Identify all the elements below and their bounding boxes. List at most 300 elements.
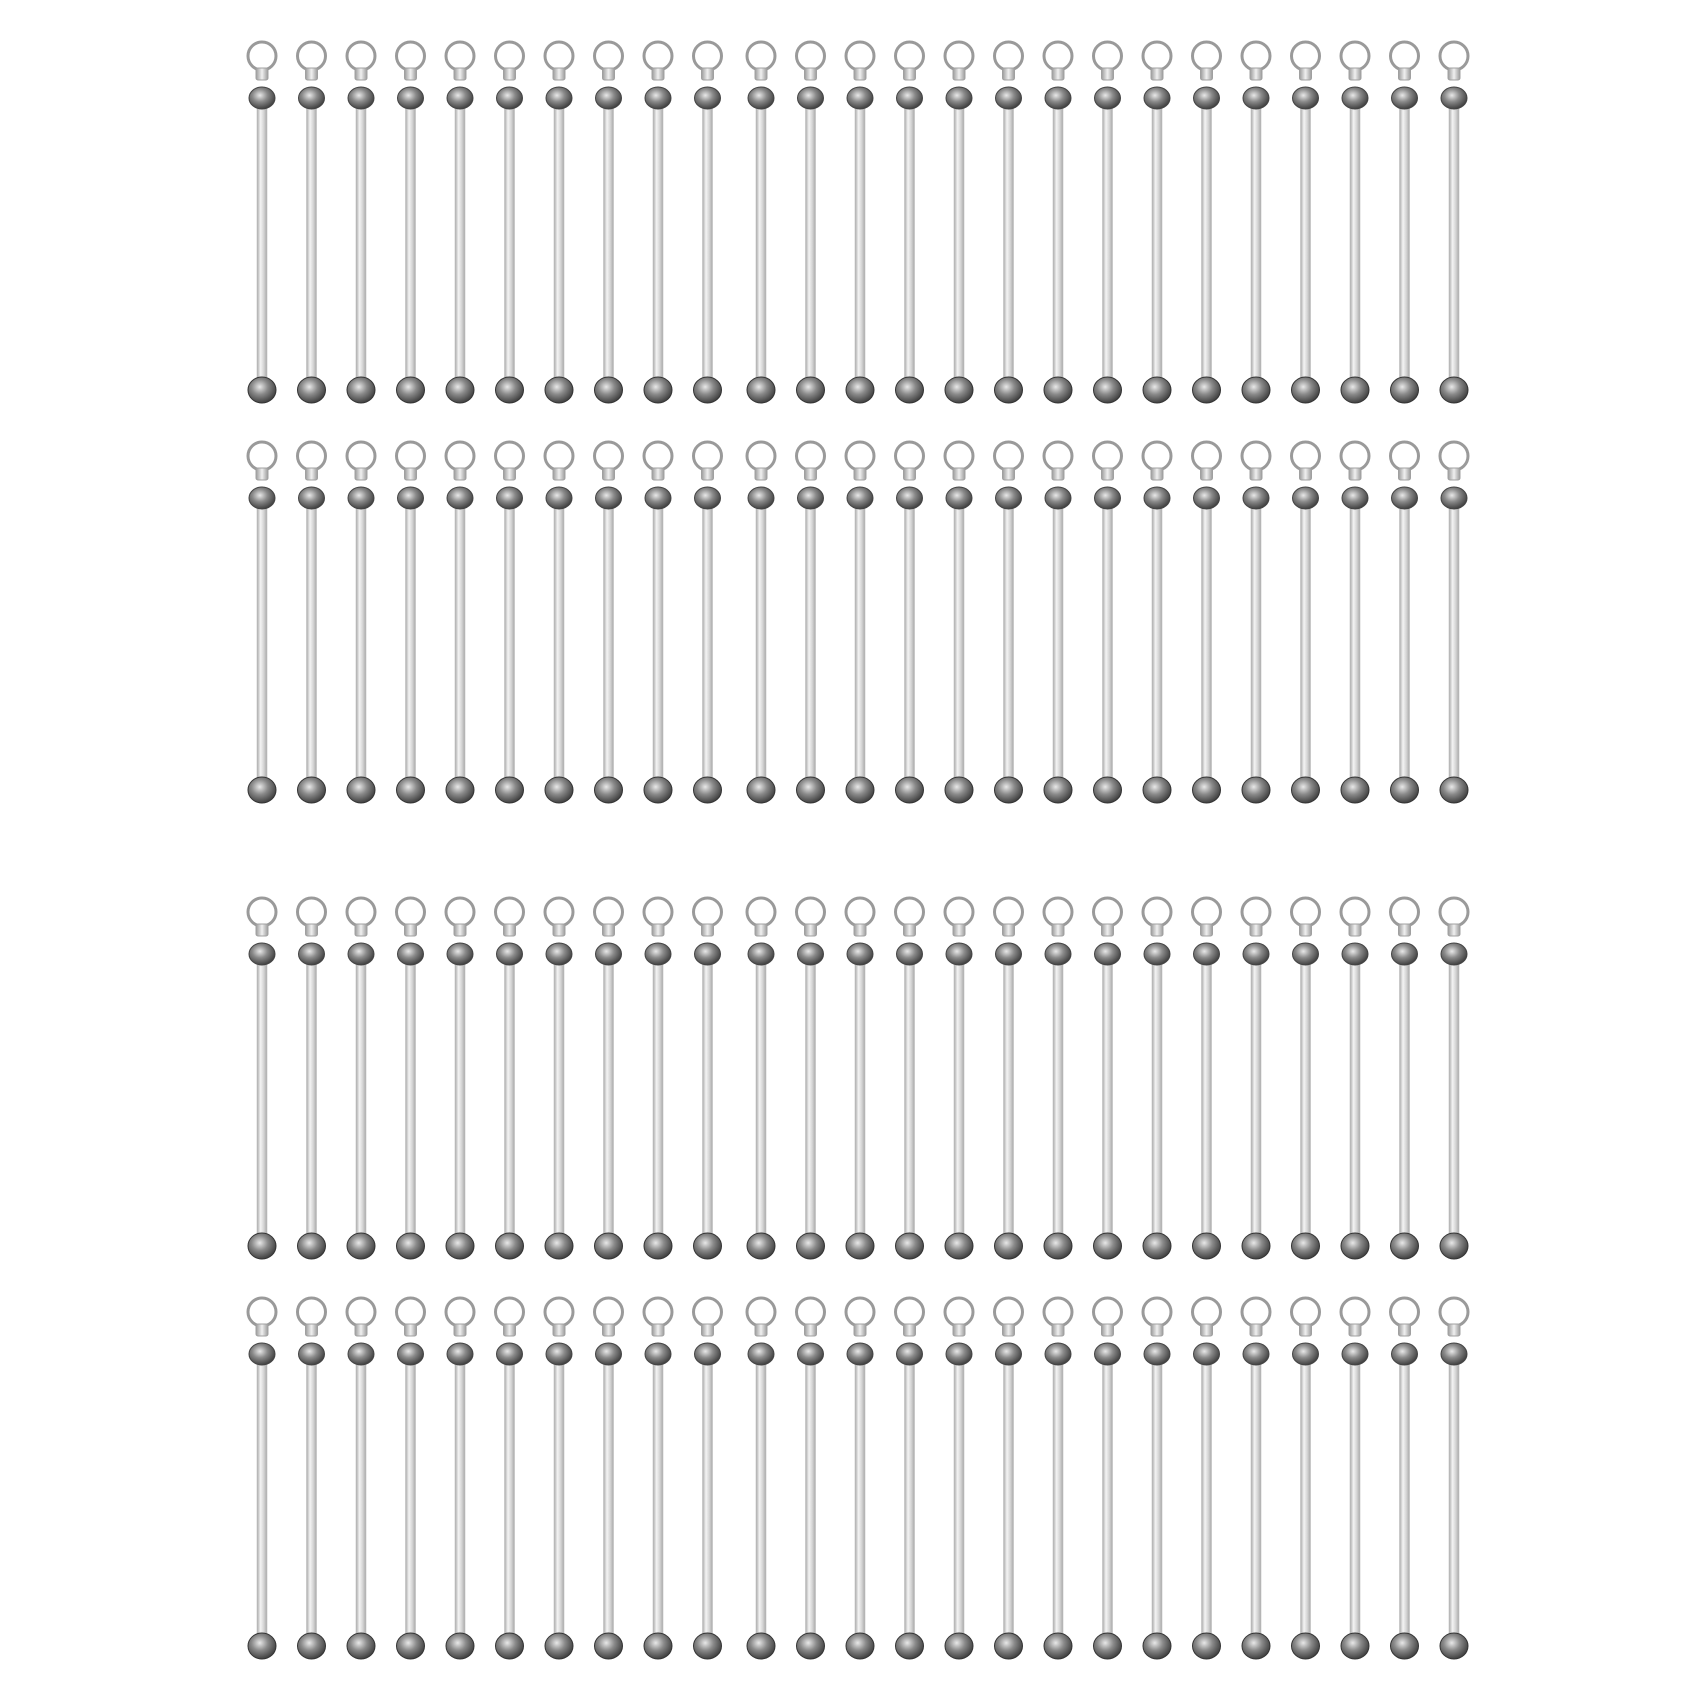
upper-ball-end [1095,87,1121,109]
bar-rod [954,954,964,1246]
lower-ball-end [846,377,874,403]
upper-ball-end [695,1343,721,1365]
upper-ball-end [447,943,473,965]
upper-ball-end [447,487,473,509]
bar-pen [694,898,722,1259]
bar-rod [1400,498,1410,790]
lower-ball-end [496,777,524,803]
upper-ball-end [1194,1343,1220,1365]
bead-cap [652,1324,664,1336]
lower-ball-end [1242,1233,1270,1259]
lower-ball-end [1044,1233,1072,1259]
upper-ball-end [946,943,972,965]
bar-pen [896,42,924,403]
bar-rod [653,954,663,1246]
bar-rod [1251,954,1261,1246]
upper-ball-end [946,87,972,109]
upper-ball-end [798,1343,824,1365]
lower-ball-end [1044,377,1072,403]
bar-rod [1301,98,1311,390]
lower-ball-end [446,1233,474,1259]
upper-ball-end [497,487,523,509]
lower-ball-end [347,1633,375,1659]
bar-rod [406,498,416,790]
lower-ball-end [945,377,973,403]
bar-pen [995,442,1023,803]
ring-loop [1044,1298,1072,1326]
bar-pen [747,1298,775,1659]
bar-rod [905,1354,915,1646]
ring-loop [1242,898,1270,926]
bar-rod [703,498,713,790]
bar-pen [248,442,276,803]
bead-cap [702,468,714,480]
upper-ball-end [1045,1343,1071,1365]
bead-cap [603,1324,615,1336]
bar-pen [446,442,474,803]
bead-cap [1052,68,1064,80]
ring-loop [747,898,775,926]
ring-loop [298,42,326,70]
bead-cap [1052,468,1064,480]
bar-rod [1449,98,1459,390]
ring-loop [1044,898,1072,926]
lower-ball-end [896,1233,924,1259]
bead-cap [755,1324,767,1336]
bar-rod [1449,1354,1459,1646]
bead-cap [1349,468,1361,480]
bar-pen [347,898,375,1259]
lower-ball-end [1341,1633,1369,1659]
ring-loop [896,1298,924,1326]
bar-rod [1053,1354,1063,1646]
ring-loop [945,1298,973,1326]
lower-ball-end [595,377,623,403]
ring-loop [1044,442,1072,470]
bar-pen [995,1298,1023,1659]
bar-rod [806,1354,816,1646]
ring-loop [1242,1298,1270,1326]
ring-loop [1391,1298,1419,1326]
lower-ball-end [595,777,623,803]
lower-ball-end [846,1233,874,1259]
lower-ball-end [1292,777,1320,803]
bar-rod [257,1354,267,1646]
upper-ball-end [798,87,824,109]
bead-cap [1349,1324,1361,1336]
upper-ball-end [645,1343,671,1365]
bar-pen [1440,442,1468,803]
bar-rod [455,498,465,790]
bar-pen [644,42,672,403]
bead-cap [306,468,318,480]
lower-ball-end [1440,777,1468,803]
bar-rod [505,98,515,390]
bar-pen [545,42,573,403]
lower-ball-end [446,1633,474,1659]
ring-loop [644,1298,672,1326]
bead-cap [702,1324,714,1336]
bar-pen [1391,442,1419,803]
lower-ball-end [644,1633,672,1659]
lower-ball-end [1193,1633,1221,1659]
bar-rod [806,498,816,790]
upper-ball-end [748,87,774,109]
bar-rod [1251,498,1261,790]
upper-ball-end [596,1343,622,1365]
bead-cap [504,468,516,480]
lower-ball-end [945,777,973,803]
bar-pen [1242,442,1270,803]
upper-ball-end [847,943,873,965]
lower-ball-end [595,1633,623,1659]
bar-pen [797,1298,825,1659]
bead-cap [405,468,417,480]
upper-ball-end [1293,1343,1319,1365]
bar-rod [1350,98,1360,390]
upper-ball-end [1095,1343,1121,1365]
bar-pen [1094,442,1122,803]
bead-cap [1448,68,1460,80]
bar-rod [1103,498,1113,790]
lower-ball-end [397,1633,425,1659]
bar-rod [653,98,663,390]
bar-rod [604,954,614,1246]
bar-rod [1301,498,1311,790]
lower-ball-end [545,1633,573,1659]
upper-ball-end [798,943,824,965]
bar-pen [397,42,425,403]
bar-rod [756,954,766,1246]
bar-rod [703,98,713,390]
bead-cap [1052,1324,1064,1336]
lower-ball-end [797,1633,825,1659]
bar-rod [806,954,816,1246]
bar-rod [356,1354,366,1646]
bar-pen [1341,1298,1369,1659]
bead-cap [953,924,965,936]
lower-ball-end [446,777,474,803]
ring-loop [545,898,573,926]
upper-ball-end [1293,943,1319,965]
bead-cap [1201,924,1213,936]
ring-loop [1143,442,1171,470]
bar-rod [1301,954,1311,1246]
upper-ball-end [946,1343,972,1365]
ring-loop [644,42,672,70]
bead-cap [1151,1324,1163,1336]
bar-pen [1143,442,1171,803]
ring-loop [347,1298,375,1326]
bead-cap [256,924,268,936]
upper-ball-end [546,1343,572,1365]
lower-ball-end [797,777,825,803]
upper-ball-end [546,943,572,965]
bar-rod [1350,954,1360,1246]
bar-rod [1202,498,1212,790]
lower-ball-end [1242,377,1270,403]
lower-ball-end [1391,377,1419,403]
bead-cap [1201,468,1213,480]
bead-cap [904,68,916,80]
bead-cap [405,68,417,80]
ring-loop [747,42,775,70]
bar-pen [347,442,375,803]
bead-cap [1399,68,1411,80]
ring-loop [397,1298,425,1326]
bar-pen [1341,42,1369,403]
bar-pen [1292,898,1320,1259]
ring-loop [797,442,825,470]
bar-pen [446,898,474,1259]
bar-rod [954,98,964,390]
upper-ball-end [348,1343,374,1365]
bar-pen [644,442,672,803]
lower-ball-end [1341,377,1369,403]
bar-pen [595,1298,623,1659]
upper-ball-end [249,943,275,965]
upper-ball-end [1441,943,1467,965]
upper-ball-end [497,87,523,109]
bar-pen [747,898,775,1259]
bead-cap [1003,68,1015,80]
ring-loop [1440,1298,1468,1326]
ring-loop [545,42,573,70]
bar-pen [545,1298,573,1659]
ring-loop [1094,442,1122,470]
lower-ball-end [1044,777,1072,803]
bar-rod [554,98,564,390]
bead-cap [854,468,866,480]
upper-ball-end [447,87,473,109]
lower-ball-end [1242,777,1270,803]
bar-rod [653,1354,663,1646]
lower-ball-end [896,1633,924,1659]
bead-cap [256,1324,268,1336]
upper-ball-end [1342,943,1368,965]
bead-cap [652,924,664,936]
bar-rod [257,954,267,1246]
lower-ball-end [694,1633,722,1659]
upper-ball-end [299,487,325,509]
bead-cap [1102,68,1114,80]
lower-ball-end [496,1233,524,1259]
lower-ball-end [347,377,375,403]
ring-loop [496,898,524,926]
ring-loop [1341,442,1369,470]
lower-ball-end [1143,777,1171,803]
bar-rod [1103,98,1113,390]
ring-loop [446,1298,474,1326]
ring-loop [846,898,874,926]
lower-ball-end [347,777,375,803]
lower-ball-end [248,377,276,403]
bead-cap [1052,924,1064,936]
lower-ball-end [248,1233,276,1259]
bar-pen [644,898,672,1259]
bar-rod [505,498,515,790]
bar-pen [797,898,825,1259]
upper-ball-end [546,487,572,509]
upper-ball-end [447,1343,473,1365]
bead-cap [1349,924,1361,936]
bar-rod [604,1354,614,1646]
ring-loop [846,42,874,70]
upper-ball-end [1095,943,1121,965]
upper-ball-end [1045,87,1071,109]
bar-pen [545,442,573,803]
lower-ball-end [298,777,326,803]
upper-ball-end [1243,943,1269,965]
bead-cap [1102,468,1114,480]
upper-ball-end [1392,1343,1418,1365]
bar-pen [298,898,326,1259]
upper-ball-end [897,1343,923,1365]
lower-ball-end [747,777,775,803]
upper-ball-end [748,1343,774,1365]
bar-rod [505,1354,515,1646]
bar-pen [1391,42,1419,403]
ring-loop [1292,42,1320,70]
bar-rod [1350,498,1360,790]
lower-ball-end [595,1233,623,1259]
bar-pen [496,442,524,803]
upper-ball-end [249,1343,275,1365]
bead-cap [1201,68,1213,80]
bar-rod [356,954,366,1246]
lower-ball-end [446,377,474,403]
upper-ball-end [1243,1343,1269,1365]
ring-loop [694,42,722,70]
bar-pen [1242,42,1270,403]
bar-pen [945,1298,973,1659]
bar-pen [397,442,425,803]
bead-cap [953,68,965,80]
bead-cap [854,924,866,936]
bead-cap [1201,1324,1213,1336]
upper-ball-end [1441,487,1467,509]
ring-loop [595,898,623,926]
lower-ball-end [694,377,722,403]
ring-loop [248,898,276,926]
bar-rod [307,498,317,790]
bead-cap [355,468,367,480]
ring-loop [347,442,375,470]
lower-ball-end [747,1233,775,1259]
bar-rod [554,954,564,1246]
bar-pen [1044,898,1072,1259]
bead-cap [405,1324,417,1336]
upper-ball-end [1144,1343,1170,1365]
bar-rod [1004,954,1014,1246]
ring-loop [496,442,524,470]
bar-pen [248,1298,276,1659]
bar-pen [846,898,874,1259]
upper-ball-end [897,87,923,109]
bar-pen [1391,898,1419,1259]
lower-ball-end [995,1633,1023,1659]
bar-pen [397,898,425,1259]
bead-cap [1300,468,1312,480]
ring-loop [995,442,1023,470]
bar-pen [1292,42,1320,403]
bead-cap [454,68,466,80]
lower-ball-end [397,377,425,403]
bar-pen [896,1298,924,1659]
lower-ball-end [694,777,722,803]
upper-ball-end [348,943,374,965]
bead-cap [1399,924,1411,936]
lower-ball-end [1341,1233,1369,1259]
bead-cap [953,468,965,480]
lower-ball-end [995,377,1023,403]
bar-rod [406,1354,416,1646]
bar-rod [1004,1354,1014,1646]
bar-pen [1292,1298,1320,1659]
bead-cap [256,68,268,80]
bead-cap [306,1324,318,1336]
lower-ball-end [397,1233,425,1259]
bead-cap [1250,468,1262,480]
ring-loop [1391,898,1419,926]
bead-cap [306,68,318,80]
bar-pen-grid [248,42,1468,1659]
lower-ball-end [1292,1633,1320,1659]
lower-ball-end [896,377,924,403]
upper-ball-end [299,87,325,109]
bar-pen [1094,42,1122,403]
bar-pen [1143,1298,1171,1659]
ring-loop [896,42,924,70]
upper-ball-end [1045,943,1071,965]
bar-pen [945,442,973,803]
bead-cap [454,1324,466,1336]
bar-pen [496,42,524,403]
ring-loop [1341,42,1369,70]
bar-pen [298,42,326,403]
bar-pen [644,1298,672,1659]
upper-ball-end [1392,943,1418,965]
ring-loop [1440,898,1468,926]
bar-rod [954,498,964,790]
bead-cap [702,68,714,80]
bar-rod [1152,498,1162,790]
bar-pen [1341,898,1369,1259]
ring-loop [694,898,722,926]
upper-ball-end [847,87,873,109]
lower-ball-end [995,1233,1023,1259]
bar-pen [397,1298,425,1659]
lower-ball-end [747,377,775,403]
ring-loop [1143,1298,1171,1326]
bar-pen [595,898,623,1259]
bar-pen [1193,898,1221,1259]
ring-loop [595,442,623,470]
bar-rod [406,98,416,390]
ring-loop [1143,42,1171,70]
bar-rod [554,1354,564,1646]
bar-pen [846,442,874,803]
bar-pen [1440,42,1468,403]
lower-ball-end [397,777,425,803]
upper-ball-end [1194,487,1220,509]
bead-cap [904,1324,916,1336]
bar-rod [756,1354,766,1646]
bead-cap [805,1324,817,1336]
bead-cap [1448,924,1460,936]
bar-pen [896,442,924,803]
bar-pen [545,898,573,1259]
